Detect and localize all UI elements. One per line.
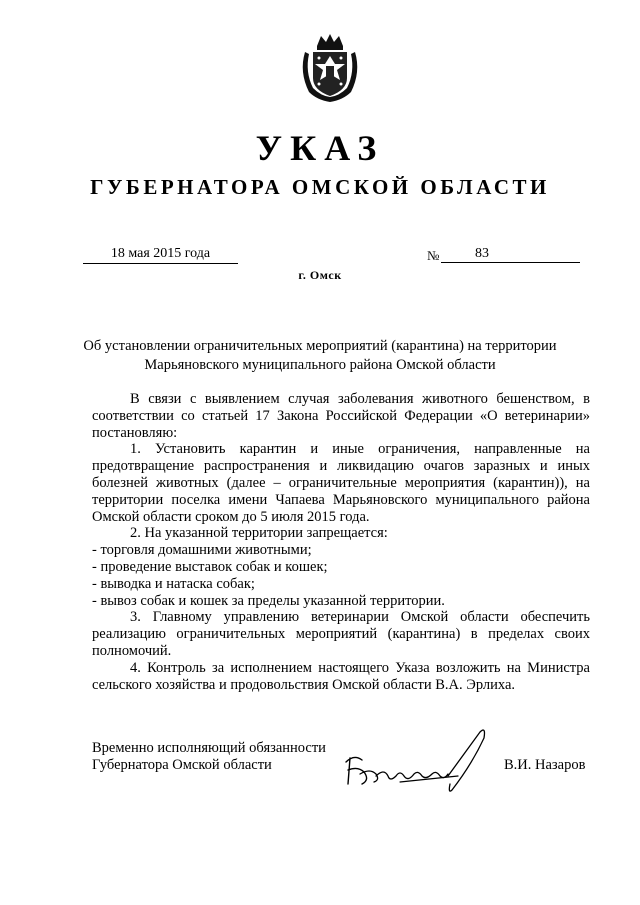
handwritten-signature-icon	[340, 724, 490, 794]
list-item: - выводка и натаска собак;	[92, 575, 255, 592]
signatory-position-line-2: Губернатора Омской области	[92, 757, 272, 773]
decree-body	[92, 391, 590, 693]
preamble-paragraph: В связи с выявлением случая заболевания животного бешенством, в соответствии со статьей 17 Закона Российской Федерации «О ветеринарии» постановляю:	[92, 391, 590, 441]
coat-of-arms-icon	[295, 32, 365, 104]
document-title: УКАЗ	[255, 128, 385, 168]
item-4-paragraph: 4. Контроль за исполнением настоящего Указа возложить на Министра сельского хозяйства и продовольствия Омской области В.А. Эрлиха.	[92, 659, 590, 693]
list-item: - торговля домашними животными;	[92, 542, 312, 559]
list-item: - вывоз собак и кошек за пределы указанной территории.	[92, 592, 445, 609]
signatory-name: В.И. Назаров	[504, 757, 586, 773]
decree-subject: Об установлении ограничительных мероприятий (карантина) на территории Марьяновского муниципального района Омской области	[83, 338, 557, 373]
decree-number-label: №	[427, 248, 440, 263]
decree-date: 18 мая 2015 года	[83, 245, 238, 264]
item-1-paragraph: 1. Установить карантин и иные ограничения, направленные на предотвращение распространения и ликвидацию очагов заразных и иных болезней животных (далее – ограничительные мероприятия (карантин)), на территории поселка имени Чапаева Марьяновского муниципального района Омской области сроком до 5 июля 2015 года.	[92, 441, 590, 525]
signatory-position-line-1: Временно исполняющий обязанности	[92, 740, 326, 756]
list-item: - проведение выставок собак и кошек;	[92, 558, 328, 575]
item-2-paragraph: 2. На указанной территории запрещается:	[130, 525, 388, 542]
decree-number: 83	[441, 245, 580, 263]
document-subtitle: ГУБЕРНАТОРА ОМСКОЙ ОБЛАСТИ	[90, 175, 550, 199]
decree-city: г. Омск	[298, 268, 342, 282]
item-3-paragraph: 3. Главному управлению ветеринарии Омской области обеспечить реализацию ограничительных мероприятий (карантина) в пределах своих полномочий.	[92, 609, 590, 659]
signatory-position	[92, 740, 326, 774]
